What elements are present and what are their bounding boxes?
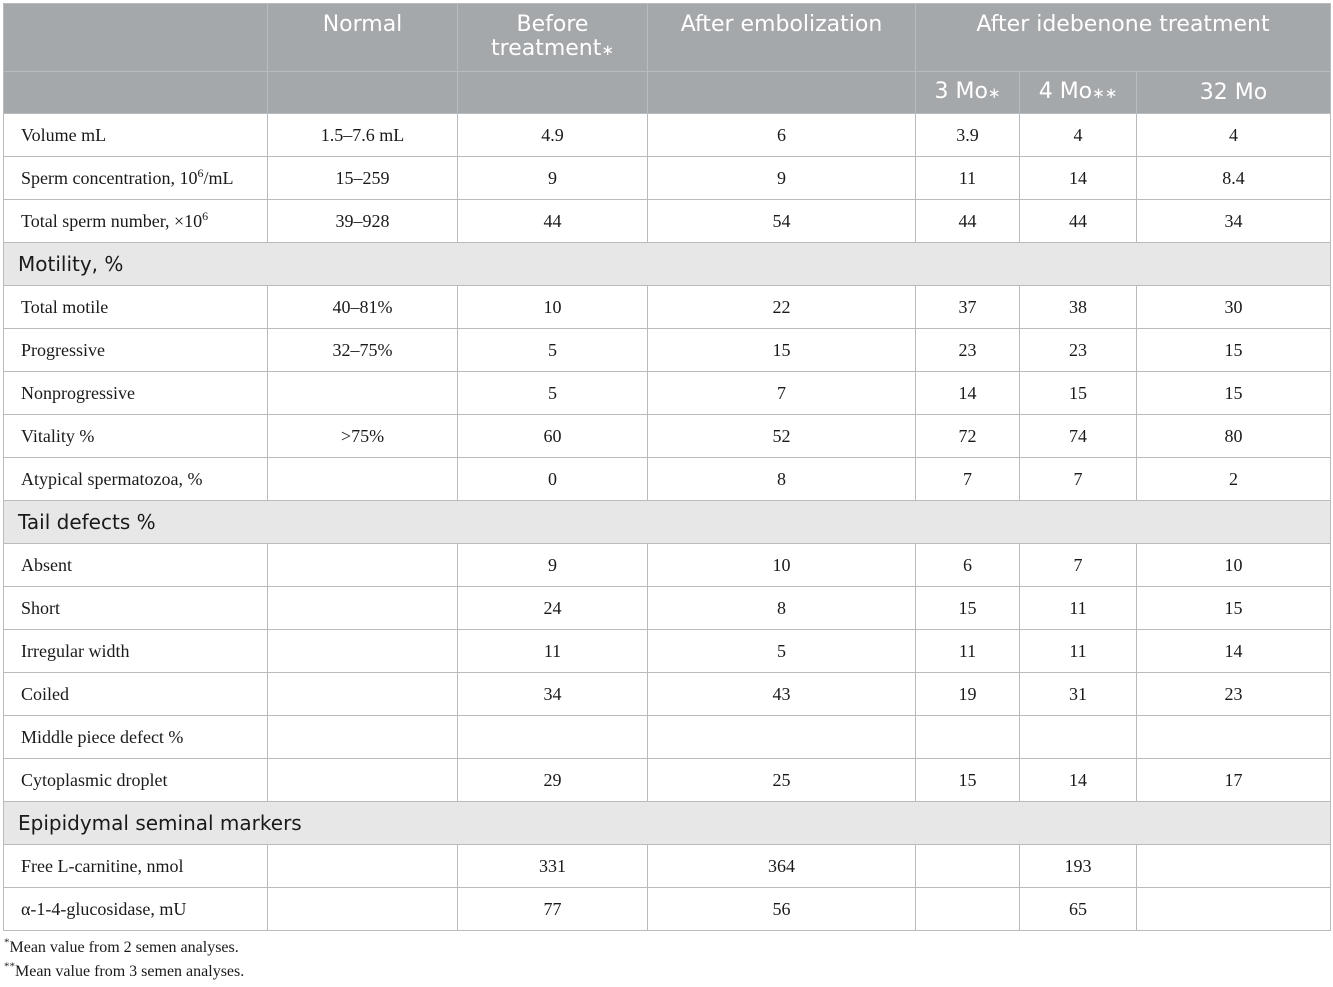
subheader-32mo: 32 Mo — [1137, 72, 1331, 114]
cell-3mo — [916, 716, 1020, 759]
cell-normal: 39–928 — [268, 200, 458, 243]
cell-32mo: 80 — [1137, 415, 1331, 458]
cell-32mo: 10 — [1137, 544, 1331, 587]
table-row-total-number — [4, 200, 1331, 243]
table-row-vitality — [4, 415, 1331, 458]
cell-normal: >75% — [268, 415, 458, 458]
row-label: Short — [4, 587, 268, 630]
table-row-middle-piece — [4, 716, 1331, 759]
cell-normal — [268, 673, 458, 716]
cell-normal: 32–75% — [268, 329, 458, 372]
cell-4mo: 7 — [1020, 544, 1137, 587]
footnote-one: *Mean value from 2 semen analyses. — [4, 936, 239, 956]
cell-32mo: 8.4 — [1137, 157, 1331, 200]
table-row-short — [4, 587, 1331, 630]
cell-embolization: 25 — [648, 759, 916, 802]
cell-32mo: 2 — [1137, 458, 1331, 501]
row-label: Free L-carnitine, nmol — [4, 845, 268, 888]
row-label: Coiled — [4, 673, 268, 716]
cell-3mo: 14 — [916, 372, 1020, 415]
row-label: Total motile — [4, 286, 268, 329]
cell-3mo: 44 — [916, 200, 1020, 243]
cell-embolization: 54 — [648, 200, 916, 243]
row-label: Irregular width — [4, 630, 268, 673]
header-before-marker: ∗ — [601, 41, 614, 59]
cell-before: 24 — [458, 587, 648, 630]
cell-normal: 15–259 — [268, 157, 458, 200]
cell-4mo: 31 — [1020, 673, 1137, 716]
subheader-3mo: 3 Mo∗ — [916, 72, 1020, 114]
cell-3mo: 7 — [916, 458, 1020, 501]
cell-4mo: 14 — [1020, 759, 1137, 802]
table-row-nonprogressive — [4, 372, 1331, 415]
table-row-total-motile — [4, 286, 1331, 329]
cell-before — [458, 716, 648, 759]
footnotes — [4, 936, 244, 984]
table-row-absent — [4, 544, 1331, 587]
subheader-empty — [4, 72, 268, 114]
cell-32mo: 15 — [1137, 372, 1331, 415]
cell-4mo: 38 — [1020, 286, 1137, 329]
cell-normal — [268, 888, 458, 931]
cell-32mo: 15 — [1137, 329, 1331, 372]
cell-3mo — [916, 845, 1020, 888]
cell-4mo: 74 — [1020, 415, 1137, 458]
cell-3mo — [916, 888, 1020, 931]
row-label: Atypical spermatozoa, % — [4, 458, 268, 501]
cell-embolization — [648, 716, 916, 759]
cell-embolization: 8 — [648, 587, 916, 630]
section-title: Tail defects % — [4, 501, 1331, 544]
cell-before: 44 — [458, 200, 648, 243]
table-row-irregular-width — [4, 630, 1331, 673]
cell-before: 29 — [458, 759, 648, 802]
table-row-atypical — [4, 458, 1331, 501]
cell-embolization: 8 — [648, 458, 916, 501]
cell-4mo: 44 — [1020, 200, 1137, 243]
section-row-epididymal — [4, 802, 1331, 845]
cell-4mo: 23 — [1020, 329, 1137, 372]
row-label: Nonprogressive — [4, 372, 268, 415]
cell-embolization: 52 — [648, 415, 916, 458]
cell-before: 4.9 — [458, 114, 648, 157]
cell-before: 34 — [458, 673, 648, 716]
row-label: Absent — [4, 544, 268, 587]
cell-embolization: 15 — [648, 329, 916, 372]
cell-32mo: 14 — [1137, 630, 1331, 673]
cell-32mo: 30 — [1137, 286, 1331, 329]
cell-before: 5 — [458, 329, 648, 372]
cell-normal: 1.5–7.6 mL — [268, 114, 458, 157]
cell-embolization: 22 — [648, 286, 916, 329]
table-row-progressive — [4, 329, 1331, 372]
cell-4mo: 11 — [1020, 587, 1137, 630]
cell-normal: 40–81% — [268, 286, 458, 329]
cell-embolization: 7 — [648, 372, 916, 415]
cell-embolization: 9 — [648, 157, 916, 200]
section-title: Motility, % — [4, 243, 1331, 286]
section-row-tail-defects — [4, 501, 1331, 544]
cell-normal — [268, 372, 458, 415]
semen-analysis-table — [3, 3, 1331, 931]
cell-3mo: 11 — [916, 630, 1020, 673]
cell-normal — [268, 587, 458, 630]
cell-before: 331 — [458, 845, 648, 888]
cell-normal — [268, 716, 458, 759]
cell-32mo: 17 — [1137, 759, 1331, 802]
cell-normal — [268, 630, 458, 673]
cell-4mo: 11 — [1020, 630, 1137, 673]
cell-before: 9 — [458, 157, 648, 200]
subheader-empty — [648, 72, 916, 114]
header-after-idebenone: After idebenone treatment — [916, 4, 1331, 72]
subheader-row — [4, 72, 1331, 114]
cell-embolization: 6 — [648, 114, 916, 157]
cell-32mo: 15 — [1137, 587, 1331, 630]
cell-embolization: 43 — [648, 673, 916, 716]
table-row-glucosidase — [4, 888, 1331, 931]
table-row-coiled — [4, 673, 1331, 716]
cell-3mo: 15 — [916, 759, 1020, 802]
row-label: Sperm concentration, $10^6/mL$ — [4, 157, 268, 200]
subheader-empty — [458, 72, 648, 114]
cell-32mo: 34 — [1137, 200, 1331, 243]
header-normal: Normal — [268, 4, 458, 72]
cell-4mo: 14 — [1020, 157, 1137, 200]
row-label: Middle piece defect % — [4, 716, 268, 759]
cell-embolization: 5 — [648, 630, 916, 673]
cell-4mo: 65 — [1020, 888, 1137, 931]
cell-3mo: 15 — [916, 587, 1020, 630]
cell-before: 9 — [458, 544, 648, 587]
cell-3mo: 6 — [916, 544, 1020, 587]
header-row — [4, 4, 1331, 72]
cell-3mo: 11 — [916, 157, 1020, 200]
cell-normal — [268, 544, 458, 587]
cell-3mo: 72 — [916, 415, 1020, 458]
cell-3mo: 3.9 — [916, 114, 1020, 157]
row-label: Cytoplasmic droplet — [4, 759, 268, 802]
table-row-volume — [4, 114, 1331, 157]
cell-4mo: 7 — [1020, 458, 1137, 501]
cell-normal — [268, 759, 458, 802]
cell-32mo: 4 — [1137, 114, 1331, 157]
footnote-two: **Mean value from 3 semen analyses. — [4, 960, 245, 980]
header-after-embolization: After embolization — [648, 4, 916, 72]
header-before-treatment: Before treatment∗ — [458, 4, 648, 72]
cell-before: 11 — [458, 630, 648, 673]
table-row-carnitine — [4, 845, 1331, 888]
subheader-empty — [268, 72, 458, 114]
header-empty — [4, 4, 268, 72]
cell-32mo: 23 — [1137, 673, 1331, 716]
cell-embolization: 364 — [648, 845, 916, 888]
cell-4mo: 4 — [1020, 114, 1137, 157]
cell-4mo — [1020, 716, 1137, 759]
cell-normal — [268, 845, 458, 888]
cell-before: 10 — [458, 286, 648, 329]
cell-before: 0 — [458, 458, 648, 501]
cell-before: 5 — [458, 372, 648, 415]
cell-embolization: 10 — [648, 544, 916, 587]
row-label: Total sperm number, $\times 10^6$ — [4, 200, 268, 243]
table-row-cytoplasmic-droplet — [4, 759, 1331, 802]
cell-3mo: 19 — [916, 673, 1020, 716]
section-title: Epipidymal seminal markers — [4, 802, 1331, 845]
cell-embolization: 56 — [648, 888, 916, 931]
cell-normal — [268, 458, 458, 501]
row-label: Volume mL — [4, 114, 268, 157]
cell-3mo: 37 — [916, 286, 1020, 329]
subheader-4mo: 4 Mo∗∗ — [1020, 72, 1137, 114]
cell-32mo — [1137, 716, 1331, 759]
cell-32mo — [1137, 845, 1331, 888]
cell-4mo: 193 — [1020, 845, 1137, 888]
cell-3mo: 23 — [916, 329, 1020, 372]
cell-4mo: 15 — [1020, 372, 1137, 415]
cell-before: 77 — [458, 888, 648, 931]
cell-32mo — [1137, 888, 1331, 931]
table-row-concentration — [4, 157, 1331, 200]
section-row-motility — [4, 243, 1331, 286]
row-label: α-1-4-glucosidase, mU — [4, 888, 268, 931]
row-label: Vitality % — [4, 415, 268, 458]
row-label: Progressive — [4, 329, 268, 372]
cell-before: 60 — [458, 415, 648, 458]
